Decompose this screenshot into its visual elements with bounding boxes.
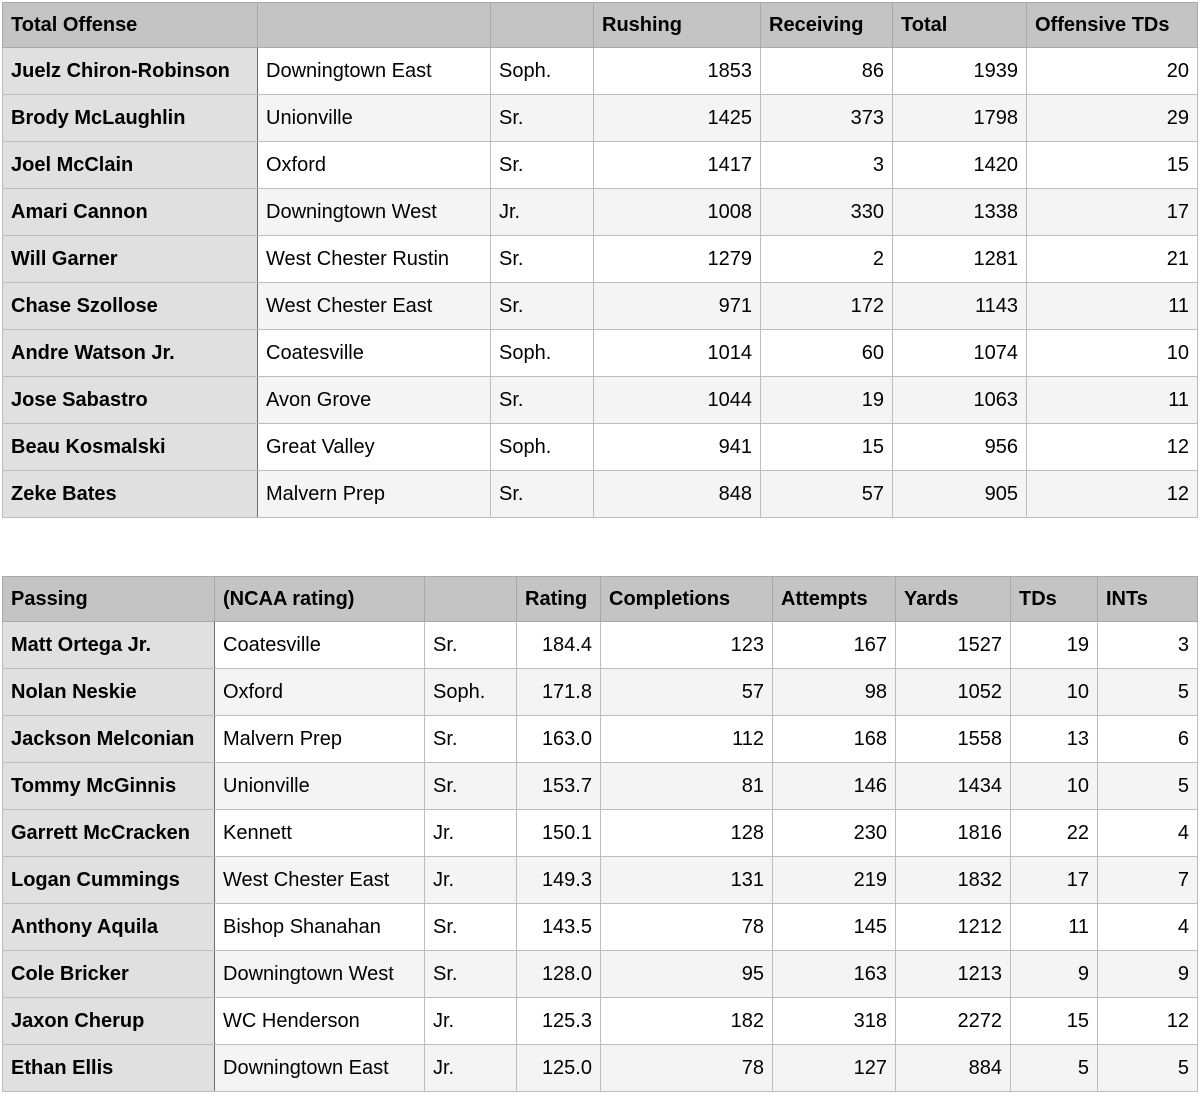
- stat-cell: 1279: [594, 236, 761, 283]
- player-name: Zeke Bates: [3, 471, 258, 518]
- stat-cell: 848: [594, 471, 761, 518]
- stat-cell: 57: [601, 669, 773, 716]
- class-year: Sr.: [425, 951, 517, 998]
- table-row: [3, 763, 1198, 810]
- stat-cell: 1212: [896, 904, 1011, 951]
- stat-cell: 1939: [893, 48, 1027, 95]
- stat-cell: 81: [601, 763, 773, 810]
- player-name: Amari Cannon: [3, 189, 258, 236]
- offense-header-row: [3, 3, 1198, 48]
- stat-cell: 1832: [896, 857, 1011, 904]
- stat-cell: 163: [773, 951, 896, 998]
- stat-cell: 330: [761, 189, 893, 236]
- stat-cell: 22: [1011, 810, 1098, 857]
- offense-header-cell: Offensive TDs: [1027, 3, 1198, 48]
- player-name: Andre Watson Jr.: [3, 330, 258, 377]
- table-row: [3, 951, 1198, 998]
- stat-cell: 1052: [896, 669, 1011, 716]
- stat-cell: 1074: [893, 330, 1027, 377]
- school-name: West Chester East: [258, 283, 491, 330]
- stat-cell: 219: [773, 857, 896, 904]
- stat-cell: 143.5: [517, 904, 601, 951]
- player-name: Tommy McGinnis: [3, 763, 215, 810]
- school-name: West Chester East: [215, 857, 425, 904]
- class-year: Jr.: [425, 810, 517, 857]
- school-name: West Chester Rustin: [258, 236, 491, 283]
- stat-cell: 17: [1027, 189, 1198, 236]
- stat-cell: 112: [601, 716, 773, 763]
- school-name: Oxford: [215, 669, 425, 716]
- table-row: [3, 857, 1198, 904]
- stat-cell: 5: [1098, 1045, 1198, 1092]
- stat-cell: 10: [1011, 669, 1098, 716]
- stat-cell: 5: [1098, 669, 1198, 716]
- school-name: Unionville: [215, 763, 425, 810]
- stat-cell: 172: [761, 283, 893, 330]
- school-name: Oxford: [258, 142, 491, 189]
- stat-cell: 1008: [594, 189, 761, 236]
- stat-cell: 884: [896, 1045, 1011, 1092]
- offense-header-cell: Total Offense: [3, 3, 258, 48]
- class-year: Sr.: [491, 95, 594, 142]
- school-name: Downingtown West: [215, 951, 425, 998]
- stat-cell: 956: [893, 424, 1027, 471]
- stat-cell: 182: [601, 998, 773, 1045]
- class-year: Soph.: [491, 424, 594, 471]
- class-year: Sr.: [425, 622, 517, 669]
- passing-header-cell: Yards: [896, 577, 1011, 622]
- stat-cell: 131: [601, 857, 773, 904]
- offense-header-cell: Receiving: [761, 3, 893, 48]
- offense-header-cell: Total: [893, 3, 1027, 48]
- passing-header-cell: TDs: [1011, 577, 1098, 622]
- school-name: Coatesville: [258, 330, 491, 377]
- table-row: [3, 95, 1198, 142]
- school-name: Coatesville: [215, 622, 425, 669]
- stat-cell: 1213: [896, 951, 1011, 998]
- player-name: Jose Sabastro: [3, 377, 258, 424]
- stat-cell: 971: [594, 283, 761, 330]
- school-name: Bishop Shanahan: [215, 904, 425, 951]
- stat-cell: 29: [1027, 95, 1198, 142]
- offense-body: [3, 48, 1198, 518]
- school-name: Downingtown East: [215, 1045, 425, 1092]
- table-row: [3, 716, 1198, 763]
- stat-cell: 150.1: [517, 810, 601, 857]
- table-row: [3, 236, 1198, 283]
- table-row: [3, 998, 1198, 1045]
- stat-cell: 145: [773, 904, 896, 951]
- class-year: Jr.: [425, 1045, 517, 1092]
- class-year: Sr.: [491, 236, 594, 283]
- school-name: Great Valley: [258, 424, 491, 471]
- stat-cell: 4: [1098, 810, 1198, 857]
- stat-cell: 11: [1011, 904, 1098, 951]
- stat-cell: 128: [601, 810, 773, 857]
- stat-cell: 905: [893, 471, 1027, 518]
- stat-cell: 318: [773, 998, 896, 1045]
- stat-cell: 1417: [594, 142, 761, 189]
- school-name: Unionville: [258, 95, 491, 142]
- class-year: Sr.: [491, 283, 594, 330]
- player-name: Nolan Neskie: [3, 669, 215, 716]
- stat-cell: 6: [1098, 716, 1198, 763]
- stat-cell: 10: [1011, 763, 1098, 810]
- stat-cell: 19: [761, 377, 893, 424]
- player-name: Cole Bricker: [3, 951, 215, 998]
- class-year: Soph.: [491, 48, 594, 95]
- stat-cell: 1853: [594, 48, 761, 95]
- stat-cell: 153.7: [517, 763, 601, 810]
- player-name: Will Garner: [3, 236, 258, 283]
- player-name: Brody McLaughlin: [3, 95, 258, 142]
- class-year: Sr.: [425, 716, 517, 763]
- passing-body: [3, 622, 1198, 1092]
- passing-header: [3, 577, 1198, 622]
- stat-cell: 1281: [893, 236, 1027, 283]
- stat-cell: 3: [1098, 622, 1198, 669]
- stat-cell: 3: [761, 142, 893, 189]
- stat-cell: 86: [761, 48, 893, 95]
- school-name: WC Henderson: [215, 998, 425, 1045]
- stat-cell: 15: [761, 424, 893, 471]
- stat-cell: 15: [1027, 142, 1198, 189]
- table-row: [3, 904, 1198, 951]
- table-row: [3, 330, 1198, 377]
- class-year: Jr.: [425, 857, 517, 904]
- class-year: Jr.: [425, 998, 517, 1045]
- stat-cell: 2: [761, 236, 893, 283]
- stat-cell: 125.3: [517, 998, 601, 1045]
- stat-cell: 11: [1027, 283, 1198, 330]
- passing-header-cell: Completions: [601, 577, 773, 622]
- stat-cell: 5: [1098, 763, 1198, 810]
- school-name: Downingtown West: [258, 189, 491, 236]
- class-year: Sr.: [491, 377, 594, 424]
- player-name: Anthony Aquila: [3, 904, 215, 951]
- offense-header-cell: [491, 3, 594, 48]
- stat-cell: 60: [761, 330, 893, 377]
- stat-cell: 95: [601, 951, 773, 998]
- stat-cell: 127: [773, 1045, 896, 1092]
- stat-cell: 1816: [896, 810, 1011, 857]
- stat-cell: 1425: [594, 95, 761, 142]
- passing-header-cell: INTs: [1098, 577, 1198, 622]
- stat-cell: 12: [1027, 471, 1198, 518]
- passing-header-cell: [425, 577, 517, 622]
- table-row: [3, 189, 1198, 236]
- class-year: Soph.: [491, 330, 594, 377]
- stat-cell: 78: [601, 904, 773, 951]
- stat-cell: 17: [1011, 857, 1098, 904]
- stat-cell: 163.0: [517, 716, 601, 763]
- school-name: Avon Grove: [258, 377, 491, 424]
- stat-cell: 5: [1011, 1045, 1098, 1092]
- total-offense-table: [2, 2, 1198, 518]
- offense-header: [3, 3, 1198, 48]
- player-name: Logan Cummings: [3, 857, 215, 904]
- stat-cell: 1434: [896, 763, 1011, 810]
- stat-cell: 2272: [896, 998, 1011, 1045]
- table-row: [3, 283, 1198, 330]
- stat-cell: 1014: [594, 330, 761, 377]
- stat-cell: 57: [761, 471, 893, 518]
- player-name: Chase Szollose: [3, 283, 258, 330]
- stat-cell: 7: [1098, 857, 1198, 904]
- stat-cell: 149.3: [517, 857, 601, 904]
- table-row: [3, 622, 1198, 669]
- stat-cell: 12: [1027, 424, 1198, 471]
- stat-cell: 1798: [893, 95, 1027, 142]
- stat-cell: 1420: [893, 142, 1027, 189]
- stat-cell: 184.4: [517, 622, 601, 669]
- player-name: Jaxon Cherup: [3, 998, 215, 1045]
- table-row: [3, 48, 1198, 95]
- class-year: Sr.: [425, 763, 517, 810]
- class-year: Soph.: [425, 669, 517, 716]
- table-row: [3, 669, 1198, 716]
- stat-cell: 20: [1027, 48, 1198, 95]
- offense-header-cell: [258, 3, 491, 48]
- passing-header-cell: (NCAA rating): [215, 577, 425, 622]
- stat-cell: 1558: [896, 716, 1011, 763]
- table-row: [3, 142, 1198, 189]
- table-row: [3, 471, 1198, 518]
- stat-cell: 11: [1027, 377, 1198, 424]
- table-row: [3, 377, 1198, 424]
- player-name: Jackson Melconian: [3, 716, 215, 763]
- passing-header-cell: Attempts: [773, 577, 896, 622]
- school-name: Downingtown East: [258, 48, 491, 95]
- stat-cell: 1044: [594, 377, 761, 424]
- stat-cell: 146: [773, 763, 896, 810]
- stat-cell: 168: [773, 716, 896, 763]
- stat-cell: 125.0: [517, 1045, 601, 1092]
- passing-header-row: [3, 577, 1198, 622]
- class-year: Sr.: [425, 904, 517, 951]
- stat-cell: 1143: [893, 283, 1027, 330]
- class-year: Sr.: [491, 142, 594, 189]
- table-row: [3, 424, 1198, 471]
- stat-cell: 1527: [896, 622, 1011, 669]
- passing-header-cell: Passing: [3, 577, 215, 622]
- stat-cell: 4: [1098, 904, 1198, 951]
- player-name: Juelz Chiron-Robinson: [3, 48, 258, 95]
- stat-cell: 1063: [893, 377, 1027, 424]
- player-name: Joel McClain: [3, 142, 258, 189]
- stat-cell: 167: [773, 622, 896, 669]
- passing-table: [2, 576, 1198, 1092]
- stat-cell: 13: [1011, 716, 1098, 763]
- class-year: Jr.: [491, 189, 594, 236]
- stat-cell: 9: [1011, 951, 1098, 998]
- table-row: [3, 1045, 1198, 1092]
- player-name: Garrett McCracken: [3, 810, 215, 857]
- stat-cell: 941: [594, 424, 761, 471]
- stat-cell: 10: [1027, 330, 1198, 377]
- passing-header-cell: Rating: [517, 577, 601, 622]
- offense-header-cell: Rushing: [594, 3, 761, 48]
- school-name: Malvern Prep: [258, 471, 491, 518]
- player-name: Beau Kosmalski: [3, 424, 258, 471]
- stat-cell: 19: [1011, 622, 1098, 669]
- stat-cell: 98: [773, 669, 896, 716]
- stat-cell: 128.0: [517, 951, 601, 998]
- school-name: Kennett: [215, 810, 425, 857]
- stat-cell: 78: [601, 1045, 773, 1092]
- stat-cell: 230: [773, 810, 896, 857]
- player-name: Matt Ortega Jr.: [3, 622, 215, 669]
- stat-cell: 21: [1027, 236, 1198, 283]
- stat-cell: 123: [601, 622, 773, 669]
- class-year: Sr.: [491, 471, 594, 518]
- stat-cell: 12: [1098, 998, 1198, 1045]
- table-row: [3, 810, 1198, 857]
- stat-cell: 1338: [893, 189, 1027, 236]
- school-name: Malvern Prep: [215, 716, 425, 763]
- stat-cell: 373: [761, 95, 893, 142]
- stat-cell: 15: [1011, 998, 1098, 1045]
- stat-cell: 9: [1098, 951, 1198, 998]
- stat-cell: 171.8: [517, 669, 601, 716]
- player-name: Ethan Ellis: [3, 1045, 215, 1092]
